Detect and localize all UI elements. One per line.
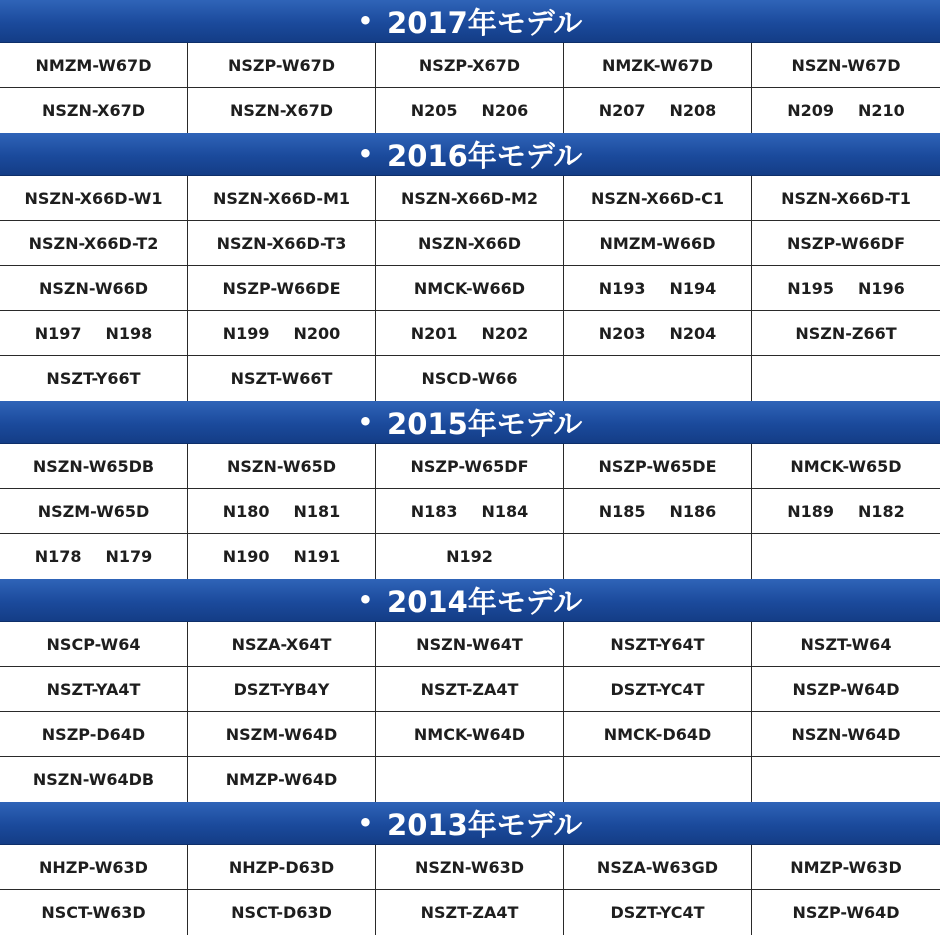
model-name: NSZN-X66D-C1 <box>591 188 724 208</box>
model-cell <box>188 356 376 401</box>
model-row <box>0 712 940 757</box>
section-header <box>0 133 940 176</box>
model-cell <box>0 489 188 533</box>
model-cell <box>564 667 752 711</box>
model-row <box>0 622 940 667</box>
model-cell <box>564 43 752 87</box>
model-name: N206 <box>481 101 529 120</box>
model-name: NSZN-X66D-M2 <box>400 188 539 208</box>
model-name: DSZT-YC4T <box>610 903 705 922</box>
model-cell <box>188 757 376 802</box>
model-cell <box>188 667 376 711</box>
model-cell <box>564 845 752 889</box>
model-cell <box>188 176 376 220</box>
model-row <box>0 845 940 890</box>
model-name: NSZN-W64DB <box>32 770 155 789</box>
model-name: NSCT-D63D <box>231 903 332 922</box>
model-cell <box>0 667 188 711</box>
model-cell <box>752 845 940 889</box>
model-name: N186 <box>669 501 717 521</box>
model-name: NSZN-X66D-T1 <box>781 188 911 208</box>
model-grid <box>0 43 940 133</box>
model-name: N200 <box>293 323 341 343</box>
model-name: NSZT-ZA4T <box>420 903 519 922</box>
model-name: N193 <box>598 278 646 298</box>
model-cell <box>0 311 188 355</box>
model-name: NSZM-W64D <box>225 724 338 744</box>
model-cell <box>188 43 376 87</box>
section-header <box>0 401 940 444</box>
model-row <box>0 489 940 534</box>
model-cell <box>188 221 376 265</box>
model-cell <box>564 311 752 355</box>
model-cell <box>752 266 940 310</box>
model-cell <box>752 356 940 401</box>
model-cell <box>376 266 564 310</box>
model-name: N184 <box>481 501 529 521</box>
model-name: NMCK-W66D <box>413 278 526 298</box>
model-name: N204 <box>669 323 717 343</box>
model-name: NSCD-W66 <box>421 369 518 388</box>
model-name: NSZN-W63D <box>414 857 525 877</box>
model-cell <box>0 890 188 935</box>
model-cell <box>376 444 564 488</box>
model-name: N195 <box>787 278 834 298</box>
model-cell <box>564 176 752 220</box>
model-cell <box>564 534 752 579</box>
model-cell <box>188 845 376 889</box>
model-cell <box>564 622 752 666</box>
model-name: NMZM-W66D <box>599 233 716 253</box>
model-name: DSZT-YB4Y <box>233 679 330 699</box>
model-name: N190 <box>222 547 270 566</box>
model-name: NSZN-X67D <box>41 101 146 120</box>
model-name: NSZP-W64D <box>792 679 900 699</box>
model-name: NSZN-W65D <box>226 456 337 476</box>
model-cell <box>376 221 564 265</box>
model-cell <box>752 757 940 802</box>
model-name: N196 <box>858 278 905 298</box>
model-name: N207 <box>598 101 646 120</box>
model-name: N209 <box>787 101 834 120</box>
model-cell <box>376 712 564 756</box>
model-name: N208 <box>669 101 717 120</box>
model-name: NSZN-W66D <box>38 278 149 298</box>
model-name: N178 <box>34 547 82 566</box>
model-cell <box>376 43 564 87</box>
model-cell <box>188 712 376 756</box>
model-name: N202 <box>481 323 529 343</box>
model-cell <box>376 667 564 711</box>
model-cell <box>564 890 752 935</box>
model-cell <box>188 266 376 310</box>
model-name: N205 <box>410 101 458 120</box>
model-name: NSZP-W67D <box>227 55 336 75</box>
model-name: NSZP-W65DE <box>598 456 717 476</box>
model-cell <box>376 176 564 220</box>
model-cell <box>564 757 752 802</box>
model-cell <box>752 667 940 711</box>
model-name: NSZT-Y64T <box>610 634 705 654</box>
model-cell <box>376 622 564 666</box>
model-name: NMZM-W67D <box>35 55 152 75</box>
model-name: N182 <box>858 501 905 521</box>
model-cell <box>376 890 564 935</box>
model-name: NSZN-W64D <box>791 724 901 744</box>
model-name: NSZP-X67D <box>418 55 521 75</box>
model-name: NSZT-W64 <box>800 634 892 654</box>
model-cell <box>564 712 752 756</box>
model-name: NSZN-W64T <box>416 634 523 654</box>
model-cell <box>188 489 376 533</box>
model-cell <box>188 622 376 666</box>
model-cell <box>0 444 188 488</box>
model-cell <box>752 221 940 265</box>
model-name: N181 <box>293 501 341 521</box>
model-row <box>0 88 940 133</box>
model-name: NSZN-X66D-T3 <box>216 233 347 253</box>
model-cell <box>564 489 752 533</box>
model-name: DSZT-YC4T <box>610 679 705 699</box>
model-cell <box>752 444 940 488</box>
model-name: NSZN-X66D-M1 <box>212 188 351 208</box>
model-name: NSZT-YA4T <box>46 679 141 699</box>
model-name: N191 <box>293 547 341 566</box>
model-cell <box>188 444 376 488</box>
model-name: NSZA-X64T <box>231 634 332 654</box>
model-cell <box>0 266 188 310</box>
model-cell <box>564 221 752 265</box>
model-grid <box>0 176 940 401</box>
model-name: NSZT-ZA4T <box>420 679 519 699</box>
model-cell <box>188 534 376 579</box>
section-header <box>0 0 940 43</box>
model-name: NSZN-X66D-W1 <box>24 188 163 208</box>
model-cell <box>0 622 188 666</box>
model-cell <box>752 43 940 87</box>
model-name: NMCK-D64D <box>603 724 712 744</box>
model-row <box>0 176 940 221</box>
model-name: N185 <box>598 501 646 521</box>
model-cell <box>752 622 940 666</box>
model-name: NSZT-Y66T <box>46 369 141 388</box>
model-cell <box>564 356 752 401</box>
bullet-icon: • <box>357 7 374 35</box>
model-name: NMZP-W63D <box>790 857 902 877</box>
model-name: N180 <box>222 501 270 521</box>
model-row <box>0 667 940 712</box>
model-cell <box>188 88 376 133</box>
model-grid <box>0 845 940 935</box>
model-name: NSZP-W66DF <box>786 233 905 253</box>
model-cell <box>376 757 564 802</box>
model-cell <box>376 845 564 889</box>
model-cell <box>0 221 188 265</box>
model-name: NSZM-W65D <box>37 501 150 521</box>
model-name: N201 <box>410 323 458 343</box>
model-name: NSZN-W65DB <box>32 456 155 476</box>
model-cell <box>0 43 188 87</box>
model-name: N192 <box>446 547 493 566</box>
section-header <box>0 802 940 845</box>
model-name: N199 <box>222 323 270 343</box>
model-name: NSZP-D64D <box>41 724 146 744</box>
model-row <box>0 444 940 489</box>
model-row <box>0 534 940 579</box>
bullet-icon: • <box>357 140 374 168</box>
model-name: N189 <box>787 501 834 521</box>
section-title: 2015年モデル <box>387 406 583 441</box>
section-title: 2016年モデル <box>387 138 583 173</box>
model-name: NSZN-X67D <box>229 101 334 120</box>
model-name: NSCT-W63D <box>41 903 146 922</box>
model-name: NMCK-W64D <box>413 724 526 744</box>
model-row <box>0 266 940 311</box>
model-name: NSZN-X66D-T2 <box>28 233 159 253</box>
model-cell <box>564 444 752 488</box>
model-name: NSZT-W66T <box>230 369 333 388</box>
model-name: N197 <box>34 323 82 343</box>
model-cell <box>752 712 940 756</box>
model-row <box>0 356 940 401</box>
model-row <box>0 757 940 802</box>
model-grid <box>0 444 940 579</box>
model-name: NSZA-W63GD <box>596 857 719 877</box>
model-name: N203 <box>598 323 646 343</box>
model-cell <box>188 311 376 355</box>
bullet-icon: • <box>357 408 374 436</box>
model-name: NMCK-W65D <box>790 456 902 476</box>
model-cell <box>0 176 188 220</box>
model-cell <box>0 757 188 802</box>
model-name: NSZN-X66D <box>417 233 522 253</box>
model-row <box>0 43 940 88</box>
model-cell <box>752 534 940 579</box>
model-cell <box>752 890 940 935</box>
model-grid <box>0 622 940 802</box>
model-row <box>0 311 940 356</box>
model-cell <box>564 88 752 133</box>
model-cell <box>752 311 940 355</box>
bullet-icon: • <box>357 586 374 614</box>
model-cell <box>376 356 564 401</box>
model-cell <box>0 88 188 133</box>
model-cell <box>376 489 564 533</box>
model-name: NSZN-W67D <box>791 55 901 75</box>
model-row <box>0 890 940 935</box>
model-name: N194 <box>669 278 717 298</box>
model-cell <box>752 489 940 533</box>
model-cell <box>376 311 564 355</box>
model-name: NMZP-W64D <box>225 770 338 789</box>
model-cell <box>376 534 564 579</box>
section-title: 2017年モデル <box>387 5 583 40</box>
model-cell <box>752 176 940 220</box>
model-name: NHZP-D63D <box>228 857 335 877</box>
model-cell <box>376 88 564 133</box>
section-header <box>0 579 940 622</box>
model-name: NSZP-W66DE <box>222 278 341 298</box>
model-name: NSZN-Z66T <box>795 323 897 343</box>
model-cell <box>0 356 188 401</box>
section-title: 2014年モデル <box>387 584 583 619</box>
model-cell <box>564 266 752 310</box>
model-cell <box>188 890 376 935</box>
bullet-icon: • <box>357 809 374 837</box>
model-name: NHZP-W63D <box>39 857 148 877</box>
model-name: NSCP-W64 <box>46 634 141 654</box>
model-name: NSZP-W65DF <box>410 456 529 476</box>
model-cell <box>0 712 188 756</box>
model-name: N198 <box>105 323 153 343</box>
section-title: 2013年モデル <box>387 807 583 842</box>
model-row <box>0 221 940 266</box>
model-cell <box>0 534 188 579</box>
model-name: N183 <box>410 501 458 521</box>
model-name: NSZP-W64D <box>792 903 900 922</box>
model-name: N210 <box>858 101 905 120</box>
model-name: N179 <box>105 547 153 566</box>
model-name: NMZK-W67D <box>601 55 714 75</box>
model-cell <box>752 88 940 133</box>
model-cell <box>0 845 188 889</box>
